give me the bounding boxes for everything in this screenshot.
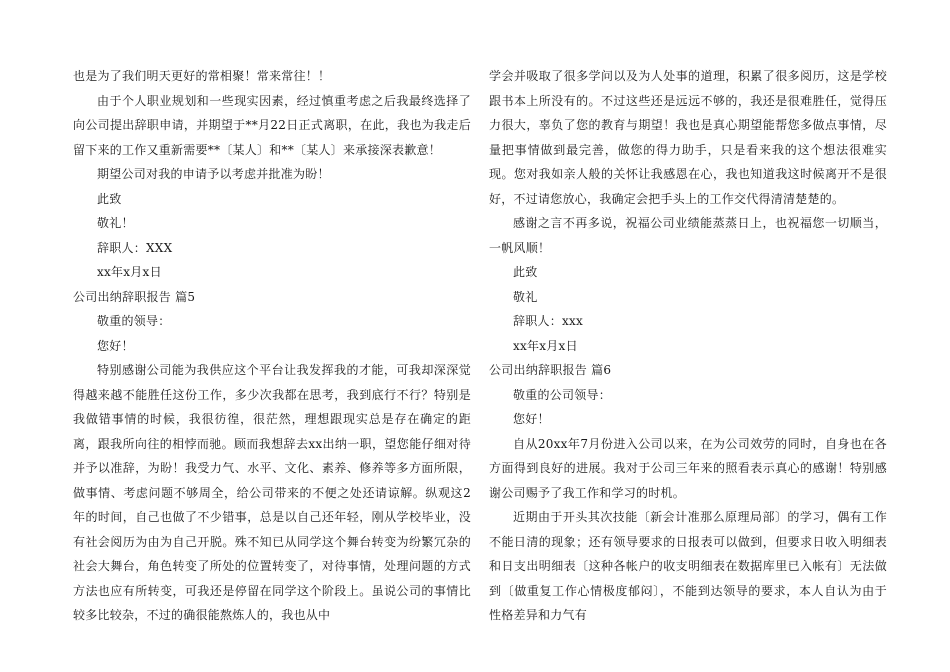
section-heading: 公司出纳辞职报告 篇5	[73, 289, 196, 304]
greeting: 敬重的公司领导：	[513, 387, 612, 402]
section-heading: 公司出纳辞职报告 篇6	[489, 363, 612, 377]
paragraph: 期望公司对我的申请予以考虑并批准为盼！	[97, 167, 330, 181]
paragraph: 由于个人职业规划和一些现实因素，经过慎重考虑之后我最终选择了向公司提出辞职申请，并期望于**月22日正式离职，在此，我也为我走后留下来的工作又重新需要**〔某人〕和**〔某人〕来承接深表歉意！	[73, 93, 471, 157]
salutation-closing: 此致	[97, 191, 122, 206]
greeting: 您好！	[97, 338, 134, 353]
paragraph: 特别感谢公司能为我供应这个平台让我发挥我的才能，可我却深深觉得越来越不能胜任这份工作，多少次我都在思考，我到底行不行？特别是我做错事情的时候，我很彷徨，很茫然，理想跟现实总是存在确定的距离，跟我所向往的相悖而驰。顾而我想辞去xx出纳一职，望您能仔细对待并予以准辞，为盼！我受力气、水平、文化、素养、修养等多方面所限，做事情、考虑问题不够周全，给公司带来的不便之处还请谅解。纵观这2年的时间，自己也做了不少错事，总是以自己还年轻，刚从学校毕业，没有社会阅历为由为自己开脱。殊不知已从同学这个舞台转变为纷繁冗杂的社会大舞台，角色转变了所处的位置转变了，对待事情，处理问题的方式方法也应有所转变，可我还是停留在同学这个阶段上。虽说公司的事情比较多比较杂，不过的确很能熬炼人的，我也从中	[73, 363, 471, 622]
paragraph: 近期由于开头其次技能〔新会计准那么原理局部〕的学习，偶有工作不能日清的现象；还有领导要求的日报表可以做到，但要求日收入明细表和日支出明细表〔这种各帐户的收支明细表在数据库里已入帐有〕无法做到〔做重复工作心情极度郁闷〕，不能到达领导的要求，本人自认为由于性格差异和力气有	[489, 510, 887, 622]
salutation-closing: 敬礼	[513, 289, 538, 304]
greeting: 敬重的领导：	[97, 314, 171, 328]
paragraph: 感谢之言不再多说，祝福公司业绩能蒸蒸日上，也祝福您一切顺当，一帆风顺！	[489, 216, 887, 255]
paragraph: 学会并吸取了很多学问以及为人处事的道理，积累了很多阅历，这是学校跟书本上所没有的。不过这些还是远远不够的，我还是很难胜任，觉得压力很大，辜负了您的教育与期望！我也是真心期望能帮您多做点事情，尽量把事情做到最完善，做您的得力助手，只是看来我的这个想法很难实现。您对我如亲人般的关怀让我感恩在心，我也知道我这时候离开不是很好，不过请您放心，我确定会把手头上的工作交代得清清楚楚的。	[489, 69, 887, 206]
date-line: xx年x月x日	[97, 265, 162, 279]
left-column	[73, 64, 471, 628]
paragraph: 自从20xx年7月份进入公司以来，在为公司效劳的同时，自身也在各方面得到良好的进展。我对于公司三年来的照看表示真心的感谢！特别感谢公司赐予了我工作和学习的时机。	[489, 436, 887, 500]
right-column	[489, 64, 887, 628]
greeting: 您好！	[513, 412, 550, 426]
signature-line: 辞职人：XXX	[97, 240, 173, 255]
signature-line: 辞职人：xxx	[513, 314, 584, 328]
salutation-closing: 此致	[513, 265, 538, 279]
date-line: xx年x月x日	[513, 338, 578, 353]
salutation-closing: 敬礼！	[97, 216, 134, 230]
paragraph: 也是为了我们明天更好的常相聚！常来常往！！	[73, 69, 331, 83]
